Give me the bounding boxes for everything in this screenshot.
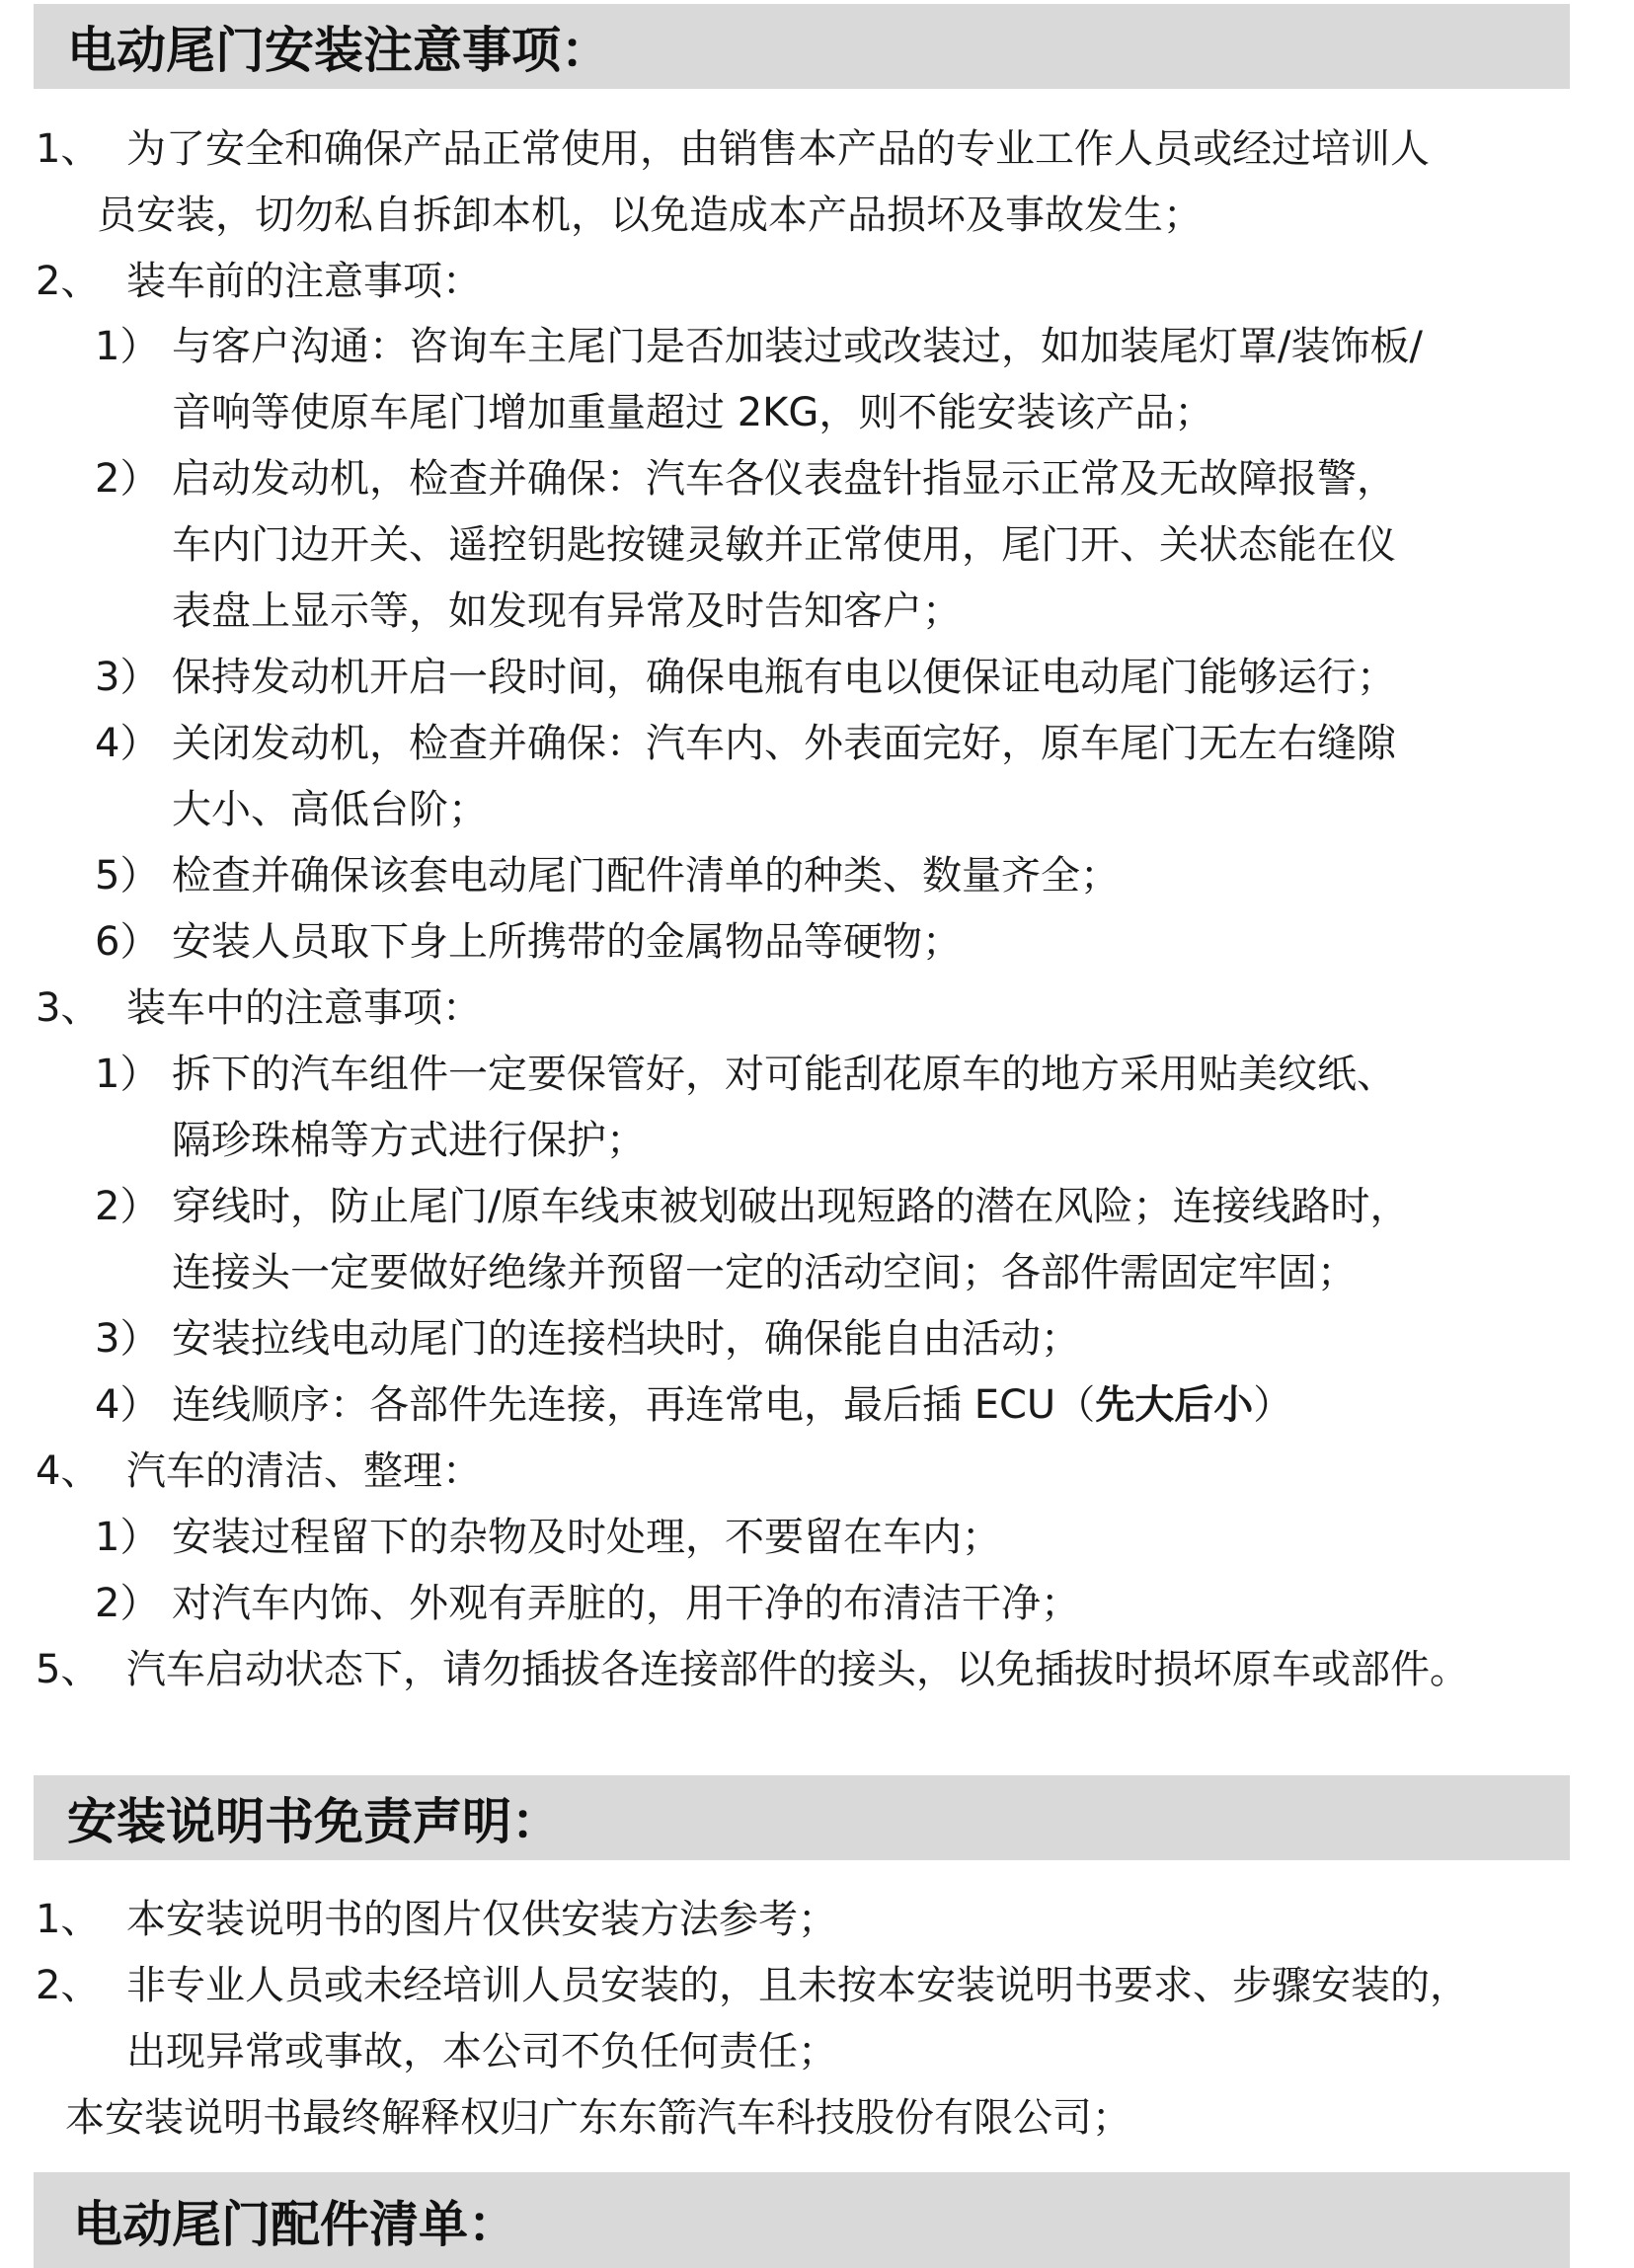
sub-item-number: 5） (95, 853, 160, 899)
sub-item-text: 音响等使原车尾门增加重量超过 2KG，则不能安装该产品； (172, 390, 1214, 435)
item-text: 汽车启动状态下，请勿插拔各连接部件的接头，以免插拔时损坏原车或部件。 (126, 1647, 1469, 1692)
disclaimer-item-2 (36, 1961, 1469, 2010)
sub-item-3-3 (95, 1314, 1080, 1364)
list-item-4 (36, 1447, 482, 1496)
sub-item-text: 对汽车内饰、外观有弄脏的，用干净的布清洁干净； (172, 1581, 1080, 1626)
sub-item-number: 1） (95, 1515, 160, 1560)
sub-item-text: 拆下的汽车组件一定要保管好，对可能刮花原车的地方采用贴美纹纸、 (172, 1052, 1396, 1097)
disclaimer-item-1 (36, 1895, 837, 1944)
sub-item-text: 隔珍珠棉等方式进行保护； (172, 1118, 646, 1163)
sub-item-2-2-continued (172, 587, 962, 636)
sub-item-text: 安装过程留下的杂物及时处理，不要留在车内； (172, 1515, 1001, 1560)
item-text: 为了安全和确保产品正常使用，由销售本产品的专业工作人员或经过培训人 (126, 126, 1430, 172)
sub-item-2-3 (95, 653, 1396, 702)
item-number: 4、 (36, 1448, 101, 1494)
list-item-5 (36, 1645, 1469, 1694)
sub-item-text: 安装拉线电动尾门的连接档块时，确保能自由活动； (172, 1316, 1080, 1362)
sub-item-number: 2） (95, 456, 160, 502)
section-title: 电动尾门安装注意事项： (67, 22, 610, 79)
sub-item-text: 检查并确保该套电动尾门配件清单的种类、数量齐全； (172, 853, 1120, 899)
sub-item-2-4-continued (172, 785, 488, 834)
sub-item-3-1 (95, 1050, 1396, 1099)
sub-item-text: 穿线时，防止尾门/原车线束被划破出现短路的潜在风险；连接线路时， (172, 1184, 1410, 1229)
section-title: 安装说明书免责声明： (67, 1793, 561, 1850)
sub-item-number: 1） (95, 1052, 160, 1097)
item-text: 出现异常或事故，本公司不负任何责任； (126, 2029, 837, 2074)
sub-item-2-1 (95, 322, 1423, 371)
sub-item-2-4 (95, 719, 1396, 768)
item-text: 员安装，切勿私自拆卸本机，以免造成本产品损坏及事故发生； (97, 193, 1203, 238)
item-number: 1、 (36, 1897, 101, 1942)
sub-item-number: 2） (95, 1581, 160, 1626)
item-number: 5、 (36, 1647, 101, 1692)
section-header-installation-notes (34, 4, 1570, 89)
sub-item-text: 启动发动机，检查并确保：汽车各仪表盘针指显示正常及无故障报警， (172, 456, 1396, 502)
item-number: 1、 (36, 126, 101, 172)
list-item-2 (36, 257, 482, 306)
item-number: 3、 (36, 985, 101, 1031)
sub-item-number: 3） (95, 655, 160, 700)
sub-item-4-2 (95, 1579, 1080, 1628)
sub-item-number: 3） (95, 1316, 160, 1362)
disclaimer-item-2-continued (126, 2027, 837, 2076)
section-header-disclaimer (34, 1775, 1570, 1860)
sub-item-text: 大小、高低台阶； (172, 787, 488, 832)
sub-item-text: 表盘上显示等，如发现有异常及时告知客户； (172, 588, 962, 634)
item-text: 汽车的清洁、整理： (126, 1448, 482, 1494)
sub-item-number: 6） (95, 919, 160, 965)
sub-item-number: 1） (95, 324, 160, 369)
sub-item-2-5 (95, 851, 1120, 900)
list-item-1-continued (97, 191, 1203, 240)
section-header-parts-list (34, 2172, 1570, 2268)
sub-item-text: 与客户沟通：咨询车主尾门是否加装过或改装过，如加装尾灯罩/装饰板/ (172, 324, 1423, 369)
list-item-1 (36, 124, 1430, 174)
item-text: 非专业人员或未经培训人员安装的，且未按本安装说明书要求、步骤安装的， (126, 1963, 1469, 2008)
sub-item-3-1-continued (172, 1116, 646, 1165)
item-number: 2、 (36, 259, 101, 304)
sub-item-text: 连接头一定要做好绝缘并预留一定的活动空间；各部件需固定牢固； (172, 1250, 1357, 1295)
sub-item-text: 安装人员取下身上所携带的金属物品等硬物； (172, 919, 962, 965)
sub-item-text: 保持发动机开启一段时间，确保电瓶有电以便保证电动尾门能够运行； (172, 655, 1396, 700)
sub-item-text: ） (1253, 1382, 1293, 1428)
item-text: 本安装说明书的图片仅供安装方法参考； (126, 1897, 837, 1942)
sub-item-3-4 (95, 1380, 1292, 1430)
sub-item-4-1 (95, 1513, 1001, 1562)
item-text: 装车中的注意事项： (126, 985, 482, 1031)
sub-item-3-2 (95, 1182, 1409, 1231)
section-title: 电动尾门配件清单： (73, 2195, 517, 2253)
list-item-3 (36, 983, 482, 1033)
sub-item-text: 连线顺序：各部件先连接，再连常电，最后插 ECU（ (172, 1382, 1096, 1428)
sub-item-2-1-continued (172, 388, 1213, 437)
sub-item-2-2 (95, 454, 1396, 504)
sub-item-number: 2） (95, 1184, 160, 1229)
item-text: 本安装说明书最终解释权归广东东箭汽车科技股份有限公司； (65, 2095, 1131, 2141)
sub-item-2-2-continued (172, 520, 1396, 570)
sub-item-text: 关闭发动机，检查并确保：汽车内、外表面完好，原车尾门无左右缝隙 (172, 721, 1396, 766)
sub-item-number: 4） (95, 1382, 160, 1428)
sub-item-3-2-continued (172, 1248, 1357, 1297)
sub-item-text: 车内门边开关、遥控钥匙按键灵敏并正常使用，尾门开、关状态能在仪 (172, 522, 1396, 568)
disclaimer-final-statement (65, 2093, 1131, 2143)
emphasis-text: 先大后小 (1095, 1382, 1254, 1428)
item-text: 装车前的注意事项： (126, 259, 482, 304)
item-number: 2、 (36, 1963, 101, 2008)
sub-item-2-6 (95, 917, 962, 967)
sub-item-number: 4） (95, 721, 160, 766)
